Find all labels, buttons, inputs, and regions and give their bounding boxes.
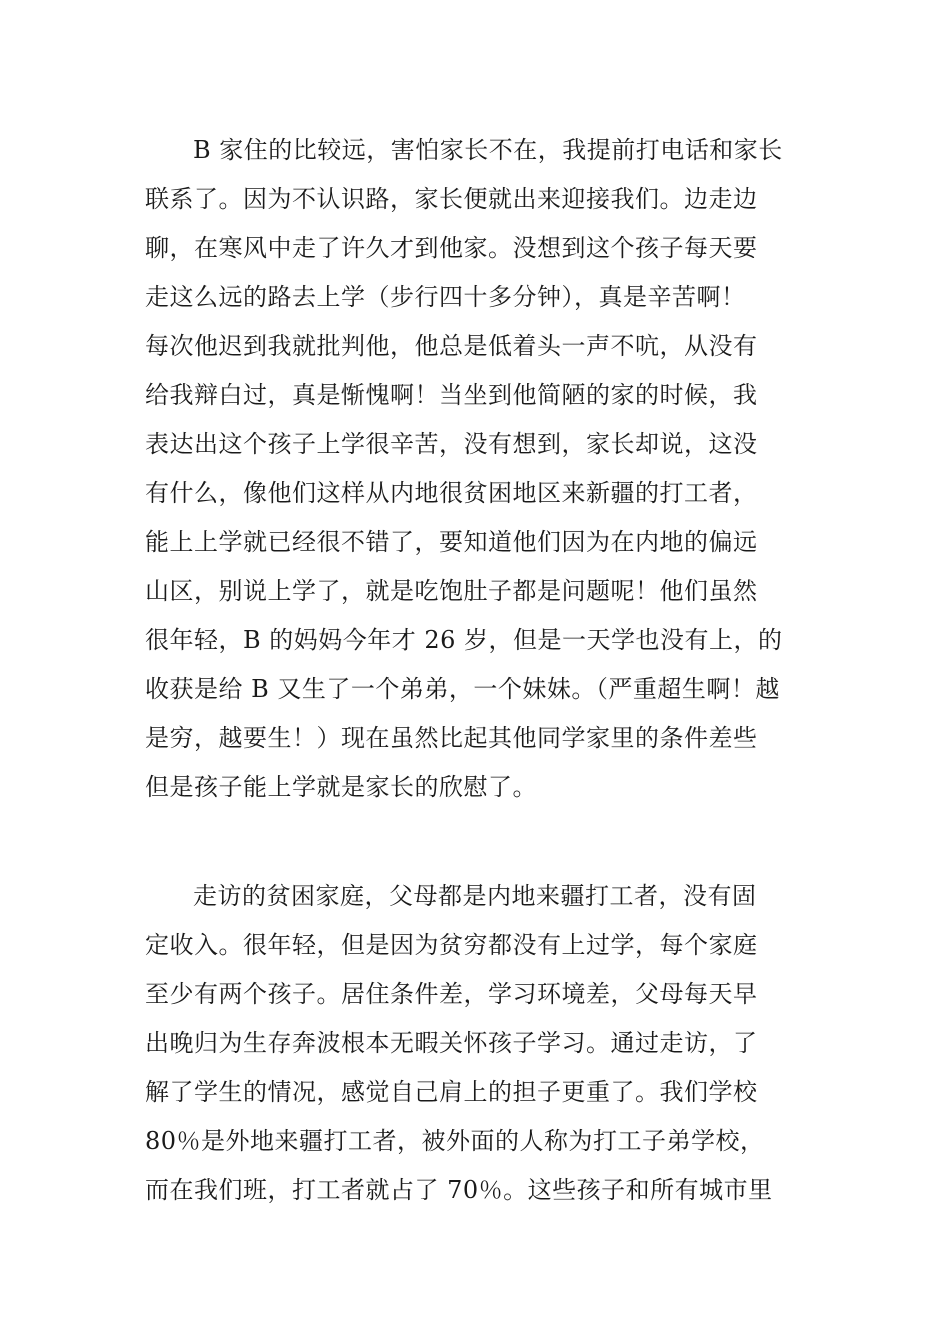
paragraph-poor-families <box>145 872 815 1215</box>
text-line: 出晚归为生存奔波根本无暇关怀孩子学习。通过走访，了 <box>145 1029 758 1057</box>
text-line: 能上上学就已经很不错了，要知道他们因为在内地的偏远 <box>145 528 758 556</box>
text-line: 聊，在寒风中走了许久才到他家。没想到这个孩子每天要 <box>145 234 758 262</box>
text-line: 解了学生的情况，感觉自己肩上的担子更重了。我们学校 <box>145 1078 758 1106</box>
text-line: 走这么远的路去上学（步行四十多分钟），真是辛苦啊！ <box>145 283 746 311</box>
text-line: 至少有两个孩子。居住条件差，学习环境差，父母每天早 <box>145 980 758 1008</box>
text-line: 80％是外地来疆打工者，被外面的人称为打工子弟学校， <box>145 1127 765 1155</box>
text-line: 联系了。因为不认识路，家长便就出来迎接我们。边走边 <box>145 185 758 213</box>
text-line: 是穷，越要生！）现在虽然比起其他同学家里的条件差些 <box>145 724 758 752</box>
text-line: 而在我们班，打工者就占了 70％。这些孩子和所有城市里 <box>145 1176 773 1204</box>
text-line: 很年轻，B 的妈妈今年才 26 岁，但是一天学也没有上，的 <box>145 626 783 654</box>
text-line: 收获是给 B 又生了一个弟弟，一个妹妹。（严重超生啊！越 <box>145 675 780 703</box>
text-line: 给我辩白过，真是惭愧啊！当坐到他简陋的家的时候，我 <box>145 381 758 409</box>
text-line: 但是孩子能上学就是家长的欣慰了。 <box>145 773 537 801</box>
text-line: 有什么，像他们这样从内地很贫困地区来新疆的打工者， <box>145 479 758 507</box>
text-line: 每次他迟到我就批判他，他总是低着头一声不吭，从没有 <box>145 332 758 360</box>
text-line: 定收入。很年轻，但是因为贫穷都没有上过学，每个家庭 <box>145 931 758 959</box>
text-line: 表达出这个孩子上学很辛苦，没有想到，家长却说，这没 <box>145 430 758 458</box>
text-line: B 家住的比较远，害怕家长不在，我提前打电话和家长 <box>193 136 783 164</box>
text-line: 走访的贫困家庭，父母都是内地来疆打工者，没有固 <box>193 882 757 910</box>
paragraph-home-visit-b <box>145 126 815 812</box>
text-line: 山区，别说上学了，就是吃饱肚子都是问题呢！他们虽然 <box>145 577 758 605</box>
